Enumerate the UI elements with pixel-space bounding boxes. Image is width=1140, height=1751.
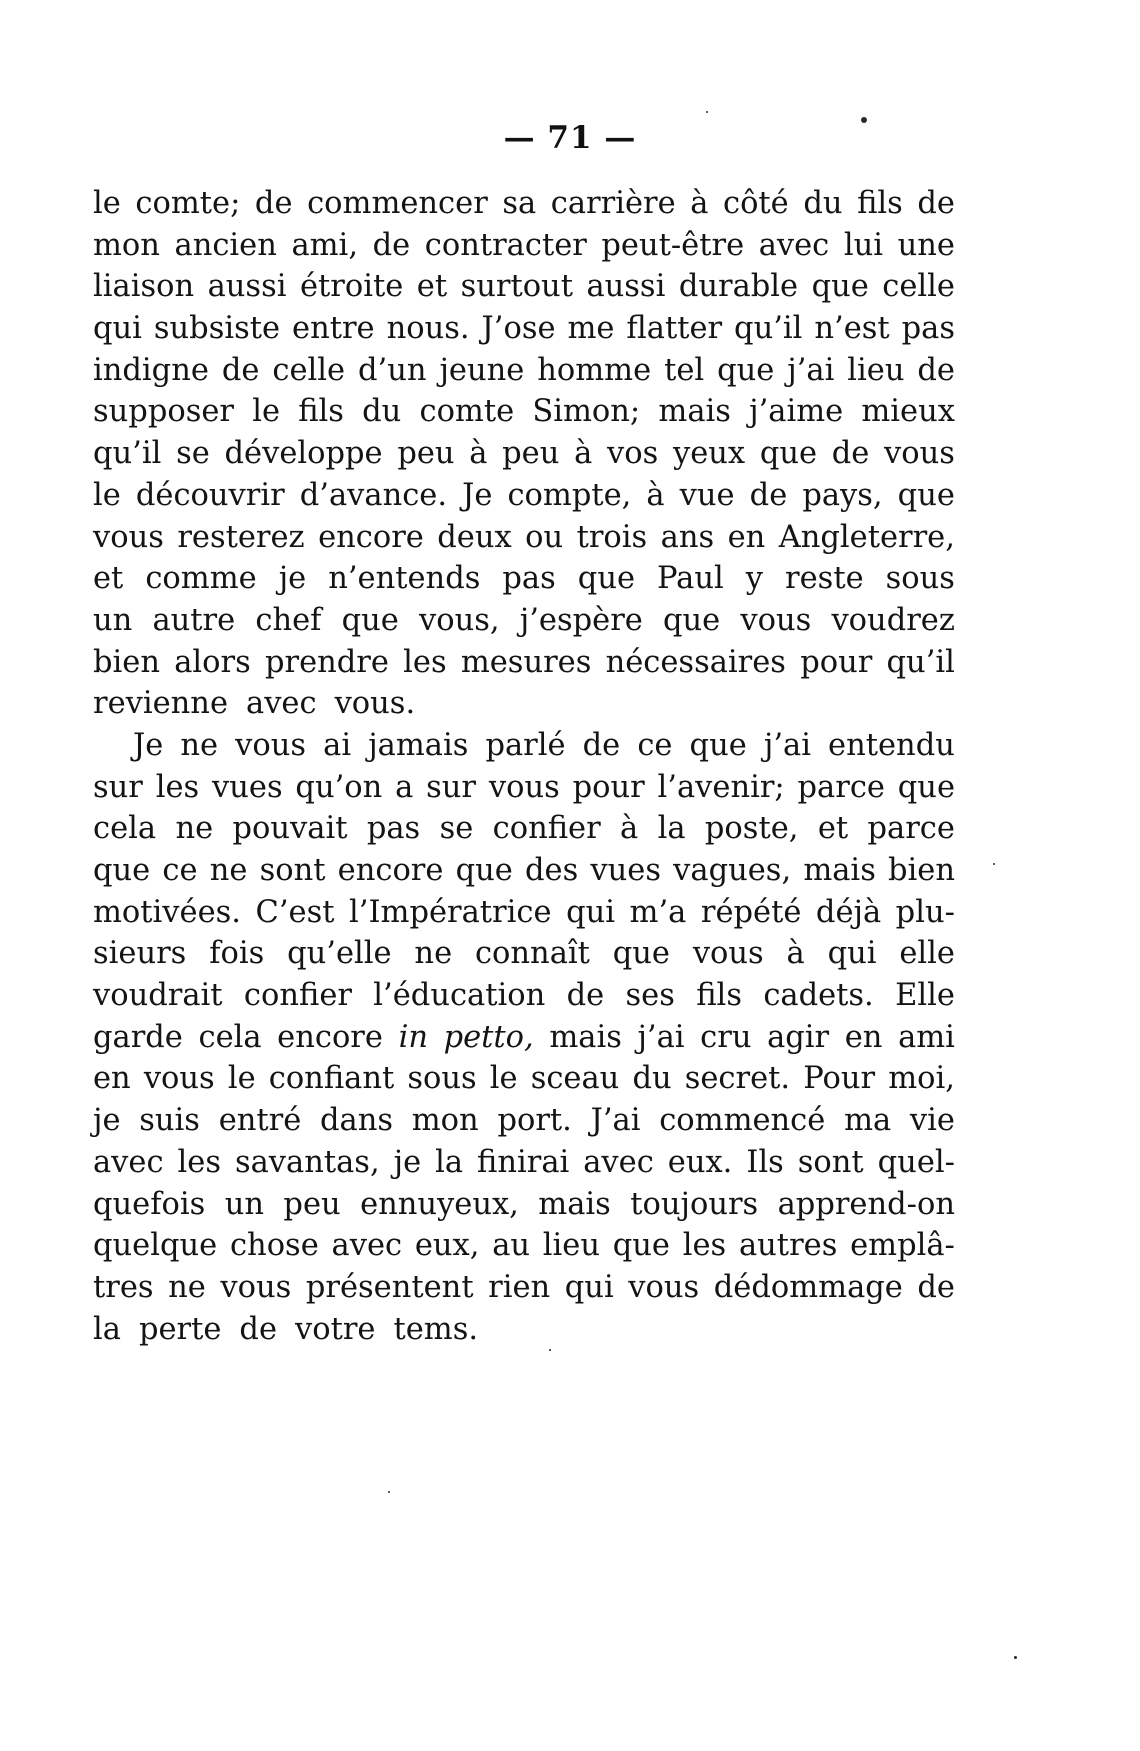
text-line: revienne avec vous.	[93, 686, 416, 722]
text-line: bien alors prendre les mesures nécessaires pour qu’il	[93, 644, 955, 680]
text-line: garde cela encore in petto, mais j’ai cru agir en ami	[93, 1019, 955, 1055]
text-line: le découvrir d’avance. Je compte, à vue de pays, que	[93, 477, 955, 513]
print-speck	[388, 1491, 390, 1493]
text-line: un autre chef que vous, j’espère que vous voudrez	[93, 602, 955, 638]
text-line: liaison aussi étroite et surtout aussi durable que celle	[93, 269, 955, 305]
text-line: voudrait confier l’éducation de ses fils cadets. Elle	[93, 978, 955, 1014]
body-text	[93, 183, 955, 1350]
text-line: en vous le confiant sous le sceau du secret. Pour moi,	[93, 1061, 955, 1097]
print-speck	[549, 1349, 551, 1351]
text-line: tres ne vous présentent rien qui vous dédommage de	[93, 1269, 955, 1305]
text-line: que ce ne sont encore que des vues vagues, mais bien	[93, 853, 955, 888]
text-line: la perte de votre tems.	[93, 1311, 479, 1347]
text-line: et comme je n’entends pas que Paul y reste sous	[93, 561, 955, 597]
text-line: qui subsiste entre nous. J’ose me flatter qu’il n’est pas	[93, 311, 955, 347]
text-line: quelque chose avec eux, au lieu que les autres emplâ-	[93, 1228, 955, 1264]
text-line: qu’il se développe peu à peu à vos yeux que de vous	[93, 436, 955, 472]
text-line: quefois un peu ennuyeux, mais toujours apprend-on	[93, 1186, 955, 1222]
text-line: motivées. C’est l’Impératrice qui m’a répété déjà plu-	[93, 894, 955, 930]
print-speck	[993, 863, 995, 865]
page-number: — 71 —	[503, 120, 637, 156]
text-line: je suis entré dans mon port. J’ai commencé ma vie	[93, 1103, 955, 1139]
text-line: indigne de celle d’un jeune homme tel que j’ai lieu de	[93, 352, 955, 388]
text-line: le comte; de commencer sa carrière à côté du fils de	[93, 186, 955, 221]
text-line: mon ancien ami, de contracter peut-être avec lui une	[93, 227, 955, 263]
text-line: sieurs fois qu’elle ne connaît que vous à qui elle	[93, 936, 955, 972]
text-line: vous resterez encore deux ou trois ans en Angleterre,	[93, 519, 955, 555]
text-line: sur les vues qu’on a sur vous pour l’avenir; parce que	[93, 769, 955, 805]
text-line: cela ne pouvait pas se confier à la poste, et parce	[93, 811, 955, 847]
print-speck	[1014, 1656, 1017, 1659]
print-speck	[861, 117, 867, 123]
text-line: supposer le fils du comte Simon; mais j’aime mieux	[93, 394, 955, 430]
text-line: Je ne vous ai jamais parlé de ce que j’ai entendu	[133, 727, 955, 763]
text-line: avec les savantas, je la finirai avec eux. Ils sont quel-	[93, 1144, 955, 1180]
print-speck	[706, 111, 708, 113]
